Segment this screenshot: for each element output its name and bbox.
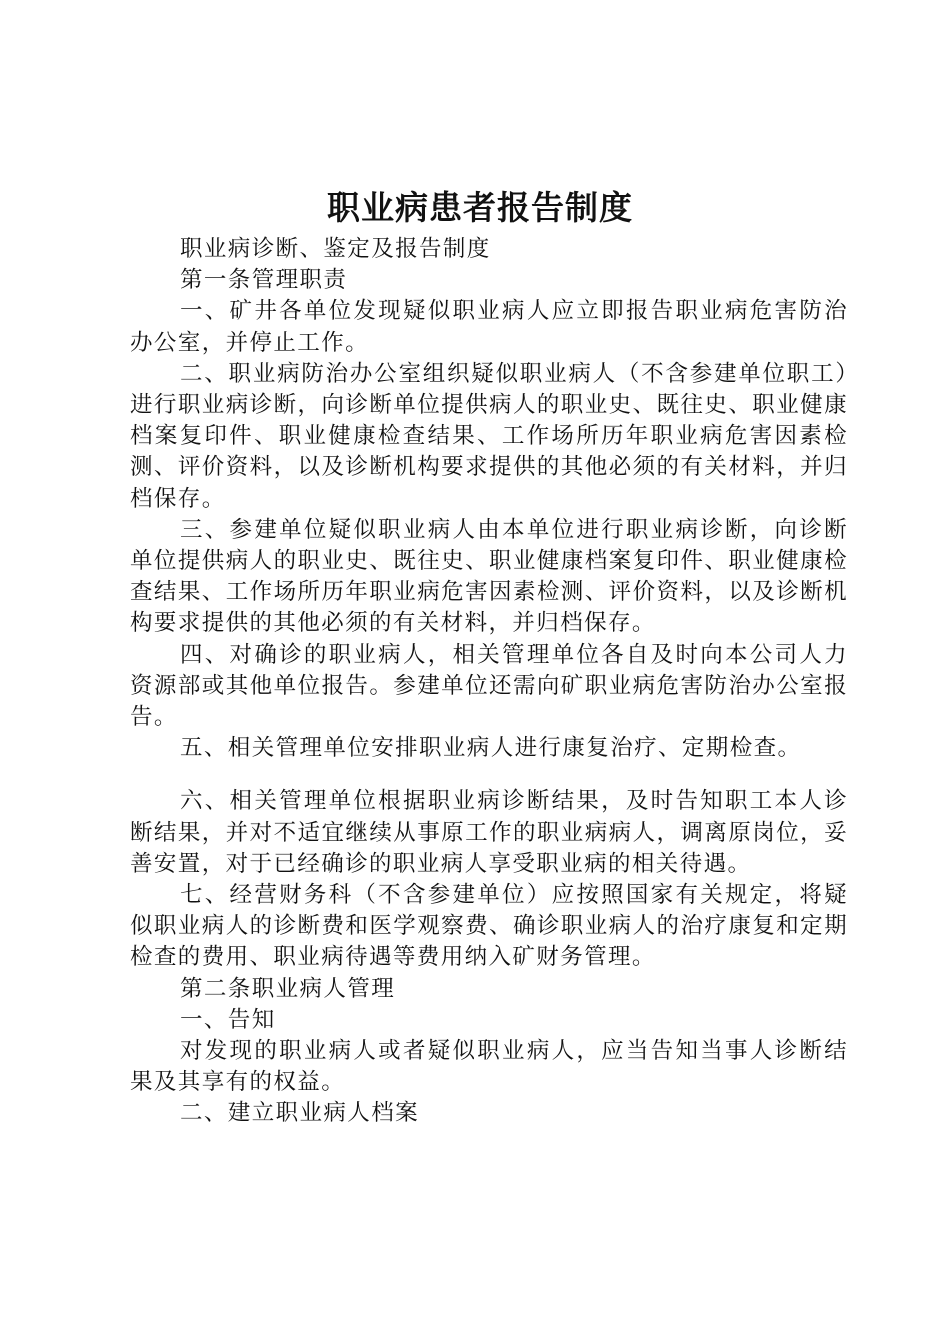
paragraph-item-7: 七、经营财务科（不含参建单位）应按照国家有关规定，将疑似职业病人的诊断费和医学观察费、确诊职业病人的治疗康复和定期检查的费用、职业病待遇等费用纳入矿财务管理。: [130, 882, 848, 971]
document-title: 职业病患者报告制度: [327, 188, 633, 227]
paragraph-item-6: 六、相关管理单位根据职业病诊断结果，及时告知职工本人诊断结果，并对不适宜继续从事原工作的职业病病人，调离原岗位，妥善安置，对于已经确诊的职业病人享受职业病的相关待遇。: [130, 788, 848, 877]
paragraph-item-2: 二、职业病防治办公室组织疑似职业病人（不含参建单位职工）进行职业病诊断，向诊断单位提供病人的职业史、既往史、职业健康档案复印件、职业健康检查结果、工作场所历年职业病危害因素检测、评价资料，以及诊断机构要求提供的其他必须的有关材料，并归档保存。: [130, 360, 848, 512]
paragraph-item-1: 一、矿井各单位发现疑似职业病人应立即报告职业病危害防治办公室，并停止工作。: [130, 298, 848, 356]
paragraph-section-archive: 二、建立职业病人档案: [180, 1100, 420, 1127]
paragraph-article-1-heading: 第一条管理职责: [180, 267, 348, 294]
paragraph-notify-body: 对发现的职业病人或者疑似职业病人，应当告知当事人诊断结果及其享有的权益。: [130, 1038, 848, 1096]
paragraph-spacer: [130, 764, 848, 786]
paragraph-section-notify: 一、告知: [180, 1006, 276, 1033]
paragraph-item-5: 五、相关管理单位安排职业病人进行康复治疗、定期检查。: [180, 735, 802, 762]
paragraph-subtitle: 职业病诊断、鉴定及报告制度: [180, 236, 491, 262]
paragraph-item-3: 三、参建单位疑似职业病人由本单位进行职业病诊断，向诊断单位提供病人的职业史、既往史、职业健康档案复印件、职业健康检查结果、工作场所历年职业病危害因素检测、评价资料，以及诊断机构要求提供的其他必须的有关材料，并归档保存。: [130, 516, 848, 637]
document-body: [130, 234, 848, 1130]
paragraph-article-2-heading: 第二条职业病人管理: [180, 975, 396, 1002]
paragraph-item-4: 四、对确诊的职业病人，相关管理单位各自及时向本公司人力资源部或其他单位报告。参建单位还需向矿职业病危害防治办公室报告。: [130, 641, 848, 731]
